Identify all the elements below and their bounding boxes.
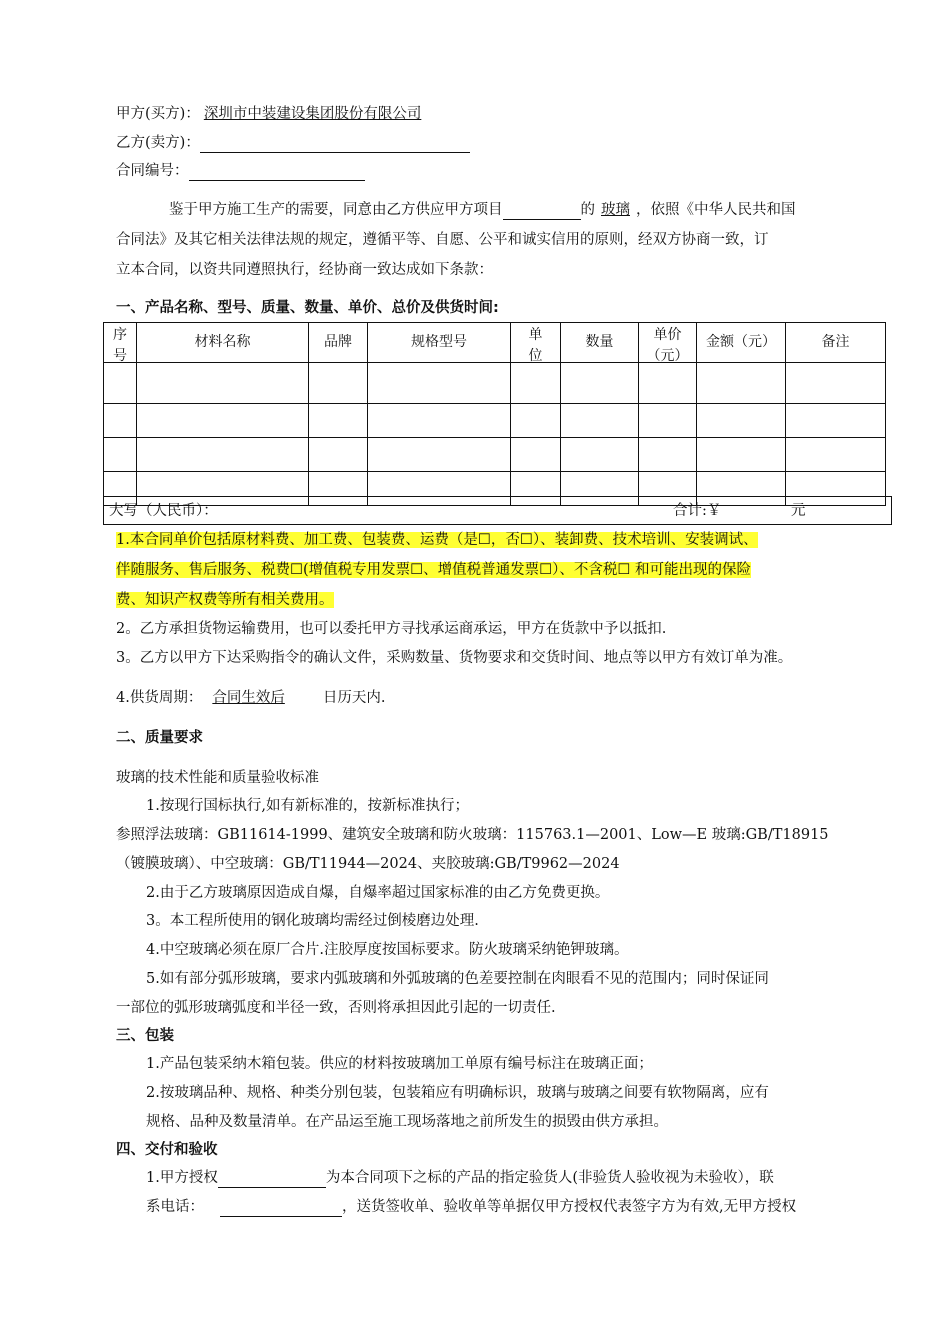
table-cell[interactable] [786,438,886,472]
intro-line-2: 合同法》及其它相关法律法规的规定，遵循平等、自愿、公平和诚实信用的原则，经双方协商一致，订 [116,232,769,248]
table-header-row [104,323,886,363]
standards-line-1: 参照浮法玻璃：GB11614-1999、建筑安全玻璃和防火玻璃：115763.1—2001、Low—E 玻璃:GB/T18915 [116,827,829,843]
table-row [104,363,886,404]
table-cell[interactable] [786,404,886,438]
party-a-value: 深圳市中装建设集团股份有限公司 [203,106,422,122]
packaging-item-2-line-2: 规格、品种及数量清单。在产品运至施工现场落地之前所发生的损毁由供方承担。 [146,1114,668,1130]
delivery-item-1-text-2: ，送货签收单、验收单等单据仅甲方授权代表签字方为有效,无甲方授权 [342,1199,797,1215]
table-cell[interactable] [511,363,561,404]
party-a-label: 甲方(买方)： [116,106,200,122]
delivery-item-1-line-2 [146,1197,796,1217]
table-cell[interactable] [639,438,697,472]
quality-item-2: 2.由于乙方玻璃原因造成自爆，自爆率超过国家标准的由乙方免费更换。 [146,885,610,901]
table-cell[interactable] [104,404,137,438]
clause-4-label: 4.供货周期： [116,690,203,706]
contract-no-label: 合同编号： [116,163,189,179]
table-cell[interactable] [368,363,511,404]
table-cell[interactable] [697,363,786,404]
packaging-item-2-line-1: 2.按玻璃品种、规格、种类分别包装，包装箱应有明确标识，玻璃与玻璃之间要有软物隔离，应有 [146,1085,769,1101]
table-cell[interactable] [561,404,639,438]
intro-line-3: 立本合同，以资共同遵照执行，经协商一致达成如下条款： [116,262,493,278]
clause-1-line-1 [116,530,758,550]
clause-1-text-2: 伴随服务、售后服务、税费☐(增值税专用发票☐、增值税普通发票☐）、不含税☐ 和可能出现的保险 [116,562,752,578]
inspector-blank[interactable] [218,1172,326,1188]
clause-1-line-3 [116,590,334,610]
col-header-unit: 单 位 [511,323,561,363]
table-cell[interactable] [511,438,561,472]
clause-4-suffix: 日历天内. [322,690,386,706]
intro-product: 玻璃 [601,202,630,218]
quality-item-4: 4.中空玻璃必须在原厂合片.注胶厚度按国标要求。防火玻璃采纳铯钾玻璃。 [146,942,629,958]
clause-1-text-3: 费、知识产权费等所有相关费用。 [116,592,334,608]
table-cell[interactable] [561,438,639,472]
table-cell[interactable] [104,363,137,404]
table-cell[interactable] [786,363,886,404]
section-4-title: 四、交付和验收 [116,1142,218,1158]
table-cell[interactable] [697,438,786,472]
delivery-item-1-label: 1.甲方授权 [146,1170,218,1186]
standards-line-2: （镀膜玻璃）、中空玻璃：GB/T11944—2024、夹胶玻璃:GB/T9962—2024 [116,856,620,872]
quality-item-1: 1.按现行国标执行,如有新标准的，按新标准执行； [146,798,469,814]
col-header-seq: 序 号 [104,323,137,363]
clause-4-value: 合同生效后 [212,690,285,706]
clause-1-line-2 [116,560,751,580]
clause-2: 2。乙方承担货物运输费用，也可以委托甲方寻找承运商承运，甲方在货款中予以抵扣. [116,621,667,637]
table-cell[interactable] [137,404,309,438]
quality-item-5-line-2: 一部位的弧形玻璃弧度和半径一致，否则将承担因此引起的一切责任. [116,1000,556,1016]
col-header-brand: 品牌 [309,323,368,363]
table-row [104,438,886,472]
table-cell[interactable] [368,438,511,472]
phone-blank[interactable] [220,1201,342,1217]
col-header-amount: 金额（元） [697,323,786,363]
col-header-material: 材料名称 [137,323,309,363]
table-cell[interactable] [639,363,697,404]
delivery-item-1-line-1 [146,1168,774,1188]
table-cell[interactable] [137,363,309,404]
contract-no-line [116,161,365,181]
clause-4 [116,688,385,708]
col-header-remark: 备注 [786,323,886,363]
total-label: 大写（人民币）： [109,503,218,519]
intro-line-1 [169,200,796,220]
clause-3: 3。乙方以甲方下达采购指令的确认文件，采购数量、货物要求和交货时间、地点等以甲方有效订单为准。 [116,650,793,666]
party-a-line [116,104,429,124]
section-1-title: 一、产品名称、型号、质量、数量、单价、总价及供货时间: [116,300,499,316]
table-row [104,404,886,438]
party-b-blank[interactable] [200,137,470,153]
table-cell[interactable] [561,363,639,404]
col-header-qty: 数量 [561,323,639,363]
party-b-line [116,133,470,153]
table-cell[interactable] [309,438,368,472]
table-cell[interactable] [137,438,309,472]
delivery-item-1-text: 为本合同项下之标的产品的指定验货人(非验货人验收视为未验收），联 [325,1170,774,1186]
intro-text-c: ，依照《中华人民共和国 [636,202,796,218]
table-cell[interactable] [368,404,511,438]
section-3-title: 三、包装 [116,1028,174,1044]
col-header-spec: 规格型号 [368,323,511,363]
items-table [103,322,886,506]
table-cell[interactable] [309,404,368,438]
col-header-unit-price: 单价 （元） [639,323,697,363]
contract-no-blank[interactable] [189,165,365,181]
clause-1-text-1: 1.本合同单价包括原材料费、加工费、包装费、运费（是☐，否☐）、装卸费、技术培训、安装调试、 [116,532,758,548]
phone-label: 系电话： [146,1199,204,1215]
quality-item-3: 3。本工程所使用的钢化玻璃均需经过倒棱磨边处理. [146,913,479,929]
packaging-item-1: 1.产品包装采纳木箱包装。供应的材料按玻璃加工单原有编号标注在玻璃正面； [146,1056,653,1072]
table-cell[interactable] [639,404,697,438]
sum-unit: 元 [791,503,806,519]
table-cell[interactable] [309,363,368,404]
table-cell[interactable] [511,404,561,438]
section-2-title: 二、质量要求 [116,730,203,746]
quality-subtitle: 玻璃的技术性能和质量验收标准 [116,770,319,786]
party-b-label: 乙方(卖方)： [116,135,200,151]
project-blank[interactable] [503,204,581,220]
total-row [103,496,892,525]
table-cell[interactable] [104,438,137,472]
sum-label: 合计:￥ [673,503,722,519]
intro-text-a: 鉴于甲方施工生产的需要，同意由乙方供应甲方项目 [169,202,503,218]
quality-item-5-line-1: 5.如有部分弧形玻璃，要求内弧玻璃和外弧玻璃的色差要控制在肉眼看不见的范围内；同时保证同 [146,971,769,987]
intro-text-b: 的 [580,202,595,218]
table-cell[interactable] [697,404,786,438]
